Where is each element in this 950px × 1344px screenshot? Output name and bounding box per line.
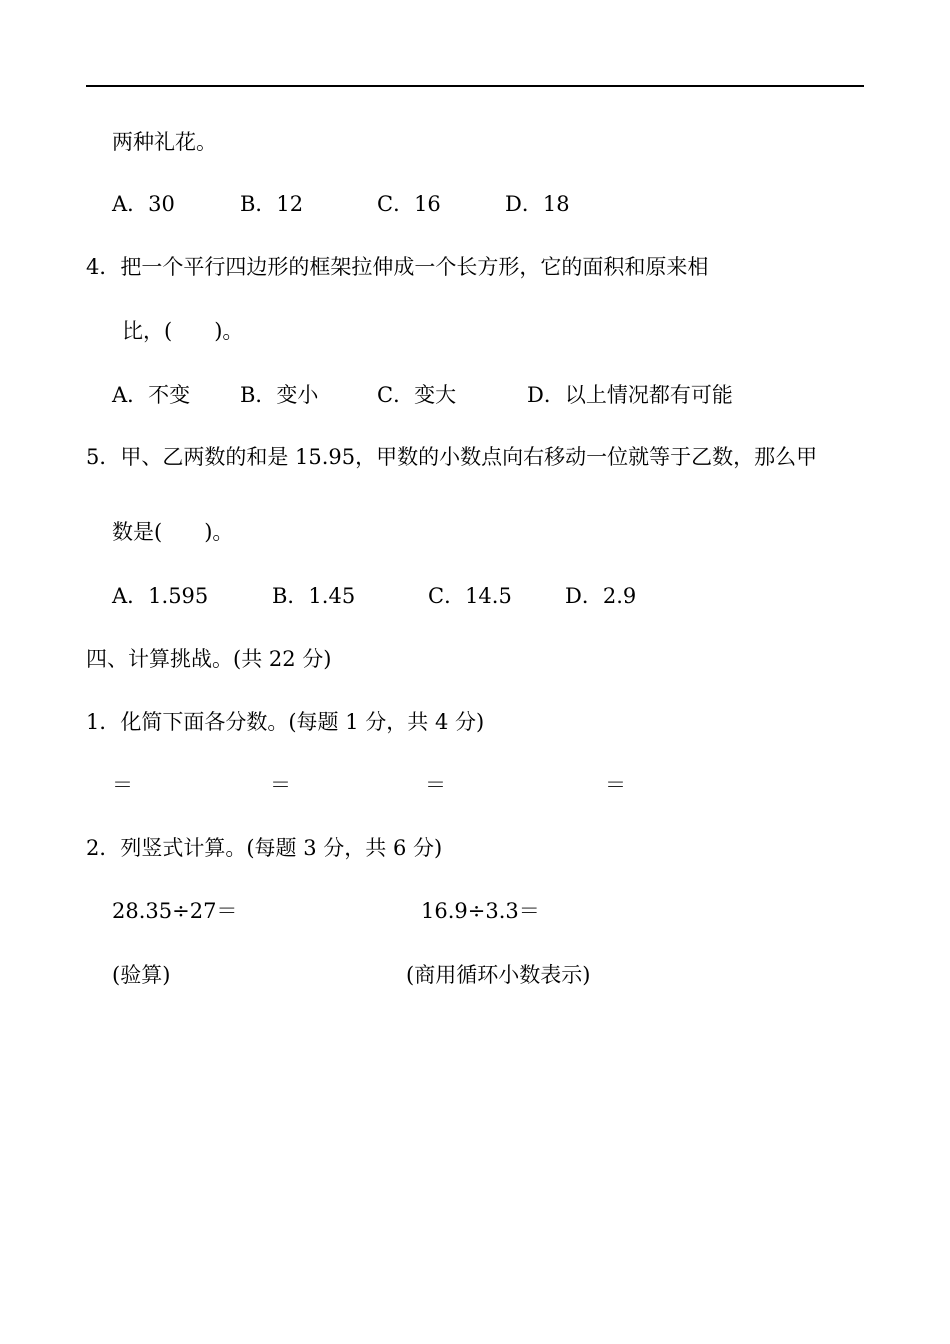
s4q2-note-1: (验算) [112, 963, 171, 987]
s4q1-equals-3: ＝ [425, 773, 446, 797]
s4q2-expression-1: 28.35÷27＝ [112, 899, 238, 923]
s4q1-equals-2: ＝ [270, 773, 291, 797]
section4-title: 四、计算挑战。(共 22 分) [86, 647, 332, 671]
q3-option-c: C．16 [377, 192, 441, 216]
q4-option-a: A．不变 [112, 383, 191, 407]
q5-option-b: B．1.45 [272, 584, 356, 608]
q5-stem-cont: 数是( )。 [112, 520, 234, 544]
s4q1-equals-1: ＝ [112, 773, 133, 797]
q4-option-d: D．以上情况都有可能 [527, 383, 733, 407]
q4-stem: 4．把一个平行四边形的框架拉伸成一个长方形，它的面积和原来相 [86, 255, 709, 279]
q3-option-d: D．18 [505, 192, 570, 216]
s4q2-stem: 2．列竖式计算。(每题 3 分，共 6 分) [86, 836, 443, 860]
q3-continuation: 两种礼花。 [112, 130, 217, 154]
header-rule [86, 85, 864, 87]
q4-option-b: B．变小 [240, 383, 319, 407]
q5-option-d: D．2.9 [565, 584, 637, 608]
q5-stem: 5．甲、乙两数的和是 15.95，甲数的小数点向右移动一位就等于乙数，那么甲 [86, 445, 818, 469]
q4-stem-cont: 比，( )。 [122, 319, 244, 343]
s4q2-expression-2: 16.9÷3.3＝ [421, 899, 540, 923]
q4-option-c: C．变大 [377, 383, 457, 407]
s4q2-note-2: (商用循环小数表示) [406, 963, 591, 987]
s4q1-stem: 1．化简下面各分数。(每题 1 分，共 4 分) [86, 710, 485, 734]
q5-option-a: A．1.595 [112, 584, 209, 608]
q5-option-c: C．14.5 [428, 584, 512, 608]
q3-option-a: A．30 [112, 192, 175, 216]
s4q1-equals-4: ＝ [605, 773, 626, 797]
q3-option-b: B．12 [240, 192, 304, 216]
